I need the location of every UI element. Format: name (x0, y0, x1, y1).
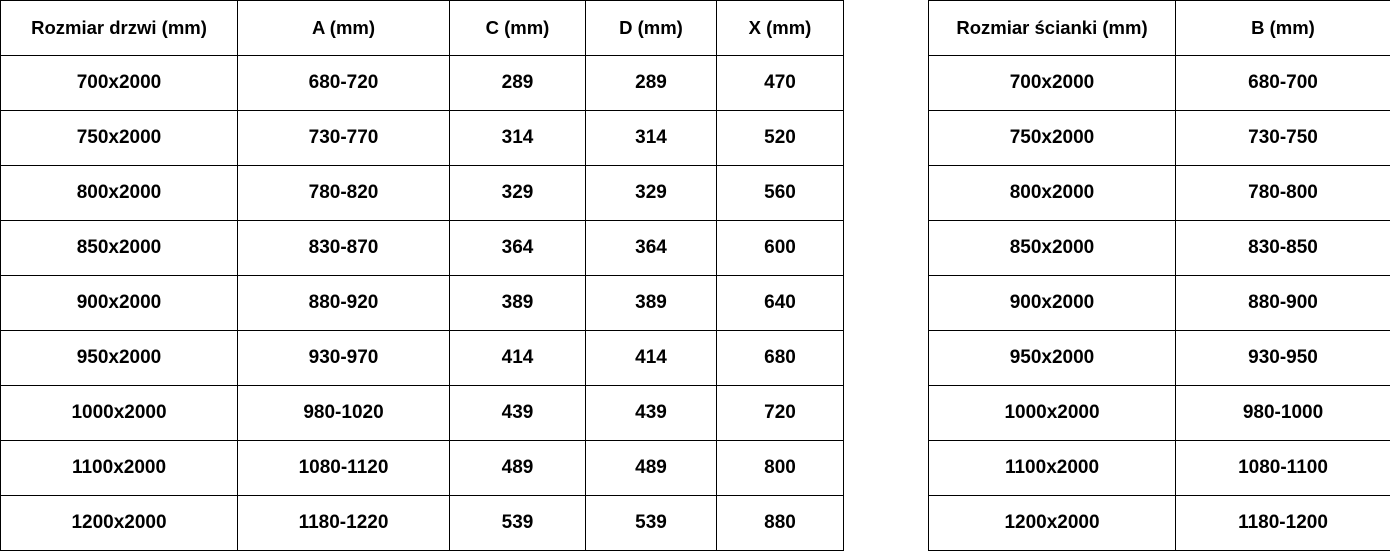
table-row (929, 496, 1390, 551)
cell-x: 600 (717, 221, 844, 276)
table-row (1, 276, 844, 331)
cell-door-size: 700x2000 (1, 56, 238, 111)
cell-d: 439 (586, 386, 717, 441)
table-row (929, 441, 1390, 496)
table-row (1, 166, 844, 221)
wall-dimensions-table (928, 0, 1390, 551)
table-row (1, 386, 844, 441)
cell-b: 730-750 (1176, 111, 1390, 166)
table-row (1, 111, 844, 166)
cell-d: 539 (586, 496, 717, 551)
cell-c: 439 (450, 386, 586, 441)
cell-a: 1180-1220 (238, 496, 450, 551)
table-header-row (929, 1, 1390, 56)
header-cell-c: C (mm) (450, 1, 586, 56)
cell-d: 414 (586, 331, 717, 386)
cell-b: 930-950 (1176, 331, 1390, 386)
cell-a: 780-820 (238, 166, 450, 221)
cell-c: 389 (450, 276, 586, 331)
cell-door-size: 1200x2000 (1, 496, 238, 551)
table-row (1, 496, 844, 551)
table-row (1, 221, 844, 276)
wall-table-header (929, 1, 1390, 56)
cell-x: 470 (717, 56, 844, 111)
cell-b: 680-700 (1176, 56, 1390, 111)
cell-c: 289 (450, 56, 586, 111)
cell-d: 314 (586, 111, 717, 166)
cell-door-size: 750x2000 (1, 111, 238, 166)
cell-d: 289 (586, 56, 717, 111)
table-row (929, 276, 1390, 331)
cell-a: 830-870 (238, 221, 450, 276)
cell-x: 880 (717, 496, 844, 551)
cell-x: 560 (717, 166, 844, 221)
cell-b: 1080-1100 (1176, 441, 1390, 496)
cell-x: 640 (717, 276, 844, 331)
cell-a: 680-720 (238, 56, 450, 111)
cell-b: 980-1000 (1176, 386, 1390, 441)
cell-wall-size: 800x2000 (929, 166, 1176, 221)
cell-d: 329 (586, 166, 717, 221)
cell-wall-size: 950x2000 (929, 331, 1176, 386)
cell-x: 520 (717, 111, 844, 166)
cell-b: 1180-1200 (1176, 496, 1390, 551)
table-row (1, 331, 844, 386)
cell-c: 414 (450, 331, 586, 386)
header-cell-x: X (mm) (717, 1, 844, 56)
cell-door-size: 850x2000 (1, 221, 238, 276)
cell-wall-size: 1000x2000 (929, 386, 1176, 441)
table-row (929, 221, 1390, 276)
table-row (1, 56, 844, 111)
cell-wall-size: 1100x2000 (929, 441, 1176, 496)
cell-c: 489 (450, 441, 586, 496)
cell-a: 1080-1120 (238, 441, 450, 496)
header-cell-wall-size: Rozmiar ścianki (mm) (929, 1, 1176, 56)
cell-c: 539 (450, 496, 586, 551)
cell-wall-size: 700x2000 (929, 56, 1176, 111)
cell-wall-size: 850x2000 (929, 221, 1176, 276)
cell-d: 364 (586, 221, 717, 276)
cell-wall-size: 750x2000 (929, 111, 1176, 166)
cell-x: 800 (717, 441, 844, 496)
cell-a: 730-770 (238, 111, 450, 166)
table-row (929, 386, 1390, 441)
cell-c: 314 (450, 111, 586, 166)
cell-door-size: 1000x2000 (1, 386, 238, 441)
table-header-row (1, 1, 844, 56)
cell-x: 720 (717, 386, 844, 441)
cell-b: 830-850 (1176, 221, 1390, 276)
wall-dimensions-table-wrapper (928, 0, 1390, 551)
cell-door-size: 950x2000 (1, 331, 238, 386)
cell-door-size: 900x2000 (1, 276, 238, 331)
table-row (929, 56, 1390, 111)
table-row (929, 111, 1390, 166)
cell-b: 780-800 (1176, 166, 1390, 221)
cell-wall-size: 900x2000 (929, 276, 1176, 331)
table-row (1, 441, 844, 496)
table-row (929, 331, 1390, 386)
cell-c: 329 (450, 166, 586, 221)
cell-door-size: 800x2000 (1, 166, 238, 221)
cell-d: 389 (586, 276, 717, 331)
wall-table-body (929, 56, 1390, 551)
cell-a: 980-1020 (238, 386, 450, 441)
door-table-body (1, 56, 844, 551)
cell-a: 930-970 (238, 331, 450, 386)
header-cell-door-size: Rozmiar drzwi (mm) (1, 1, 238, 56)
table-row (929, 166, 1390, 221)
header-cell-d: D (mm) (586, 1, 717, 56)
header-cell-b: B (mm) (1176, 1, 1390, 56)
cell-c: 364 (450, 221, 586, 276)
header-cell-a: A (mm) (238, 1, 450, 56)
cell-b: 880-900 (1176, 276, 1390, 331)
cell-door-size: 1100x2000 (1, 441, 238, 496)
cell-d: 489 (586, 441, 717, 496)
cell-wall-size: 1200x2000 (929, 496, 1176, 551)
cell-x: 680 (717, 331, 844, 386)
door-table-header (1, 1, 844, 56)
cell-a: 880-920 (238, 276, 450, 331)
